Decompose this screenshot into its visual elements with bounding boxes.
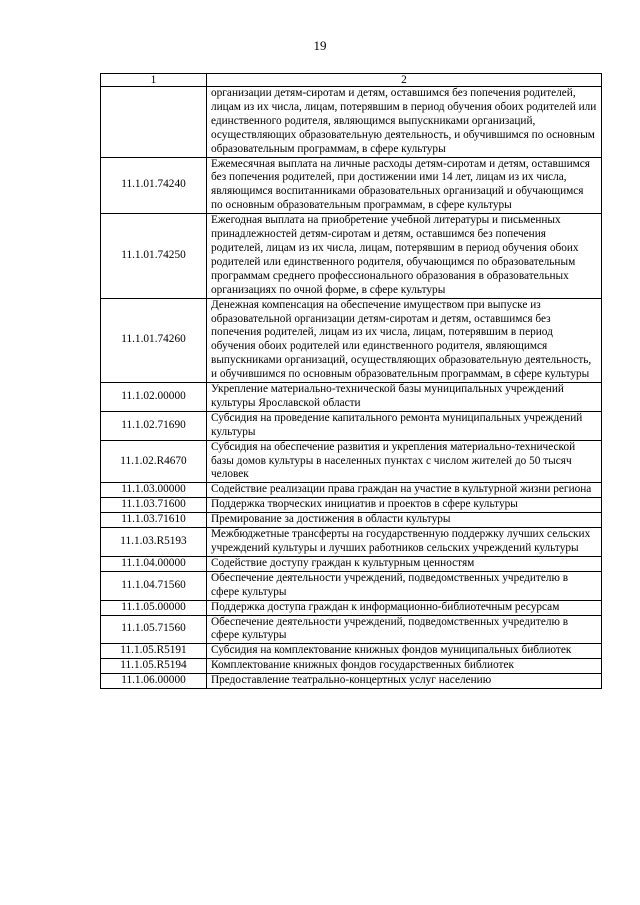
table-row (101, 600, 602, 615)
row-code: 11.1.04.00000 (101, 556, 207, 571)
row-code: 11.1.05.R5191 (101, 644, 207, 659)
table-row (101, 214, 602, 298)
row-description: Содействие реализации права граждан на участие в культурной жизни региона (207, 483, 602, 498)
table-row (101, 528, 602, 557)
row-code: 11.1.05.R5194 (101, 659, 207, 674)
row-code: 11.1.03.71600 (101, 498, 207, 513)
table-row (101, 411, 602, 440)
row-description: Предоставление театрально-концертных услуг населению (207, 674, 602, 689)
row-description: Ежемесячная выплата на личные расходы детям-сиротам и детям, оставшимся без попечения родителей, при достижении ими 14 лет, лицам из их числа, являющимся воспитанниками образовательных организаций и обучающимся по основным образовательным программам, в сфере культуры (207, 157, 602, 214)
table-row (101, 644, 602, 659)
row-code: 11.1.02.R4670 (101, 440, 207, 483)
row-description: Субсидия на комплектование книжных фондов муниципальных библиотек (207, 644, 602, 659)
table-row (101, 383, 602, 412)
header-row (101, 74, 602, 87)
row-code: 11.1.03.71610 (101, 513, 207, 528)
row-code: 11.1.02.00000 (101, 383, 207, 412)
row-code: 11.1.01.74260 (101, 298, 207, 382)
row-code: 11.1.01.74250 (101, 214, 207, 298)
row-code: 11.1.03.R5193 (101, 528, 207, 557)
row-description: Субсидия на обеспечение развития и укрепления материально-технической базы домов культуры в населенных пунктах с числом жителей до 50 тысяч человек (207, 440, 602, 483)
table-row (101, 87, 602, 158)
table-row (101, 556, 602, 571)
row-description: Поддержка творческих инициатив и проектов в сфере культуры (207, 498, 602, 513)
row-code (101, 87, 207, 158)
row-code: 11.1.06.00000 (101, 674, 207, 689)
row-code: 11.1.02.71690 (101, 411, 207, 440)
row-description: Денежная компенсация на обеспечение имуществом при выпуске из образовательной организации детям-сиротам и детям, оставшимся без попечения родителей, лицам из их числа, лицам, потерявшим в период обучения обоих родителей или единственного родителя, являющимся выпускниками организаций, осуществляющих образовательную деятельность, и обучившимся по основным образовательным программам, в сфере культуры (207, 298, 602, 382)
table-row (101, 298, 602, 382)
row-description: Укрепление материально-технической базы муниципальных учреждений культуры Ярославской области (207, 383, 602, 412)
row-code: 11.1.04.71560 (101, 571, 207, 600)
row-code: 11.1.05.00000 (101, 600, 207, 615)
column-header-1: 1 (101, 74, 207, 87)
table-row (101, 571, 602, 600)
row-description: Обеспечение деятельности учреждений, подведомственных учредителю в сфере культуры (207, 615, 602, 644)
page-number: 19 (313, 38, 327, 53)
column-header-2: 2 (207, 74, 602, 87)
table-row (101, 440, 602, 483)
row-description: Комплектование книжных фондов государственных библиотек (207, 659, 602, 674)
row-description: Субсидия на проведение капитального ремонта муниципальных учреждений культуры (207, 411, 602, 440)
row-description: Содействие доступу граждан к культурным ценностям (207, 556, 602, 571)
row-description: организации детям-сиротам и детям, оставшимся без попечения родителей, лицам из их числа, лицам, потерявшим в период обучения обоих родителей или единственного родителя, являющимся выпускниками организаций, осуществляющих образовательную деятельность, и обучившимся по основным образовательным программам, в сфере культуры (207, 87, 602, 158)
table-row (101, 498, 602, 513)
table-row (101, 615, 602, 644)
row-description: Обеспечение деятельности учреждений, подведомственных учредителю в сфере культуры (207, 571, 602, 600)
table-row (101, 483, 602, 498)
row-code: 11.1.05.71560 (101, 615, 207, 644)
table-row (101, 659, 602, 674)
table-row (101, 674, 602, 689)
classification-table (100, 73, 602, 689)
row-code: 11.1.03.00000 (101, 483, 207, 498)
row-description: Межбюджетные трансферты на государственную поддержку лучших сельских учреждений культуры и лучших работников сельских учреждений культуры (207, 528, 602, 557)
row-description: Ежегодная выплата на приобретение учебной литературы и письменных принадлежностей детям-сиротам и детям, оставшимся без попечения родителей, лицам из их числа, лицам, потерявшим в период обучения обоих родителей или единственного родителя, обучающимся по образовательным программам среднего профессионального образования в образовательных организациях по очной форме, в сфере культуры (207, 214, 602, 298)
row-description: Поддержка доступа граждан к информационно-библиотечным ресурсам (207, 600, 602, 615)
table-row (101, 513, 602, 528)
row-code: 11.1.01.74240 (101, 157, 207, 214)
table-row (101, 157, 602, 214)
row-description: Премирование за достижения в области культуры (207, 513, 602, 528)
